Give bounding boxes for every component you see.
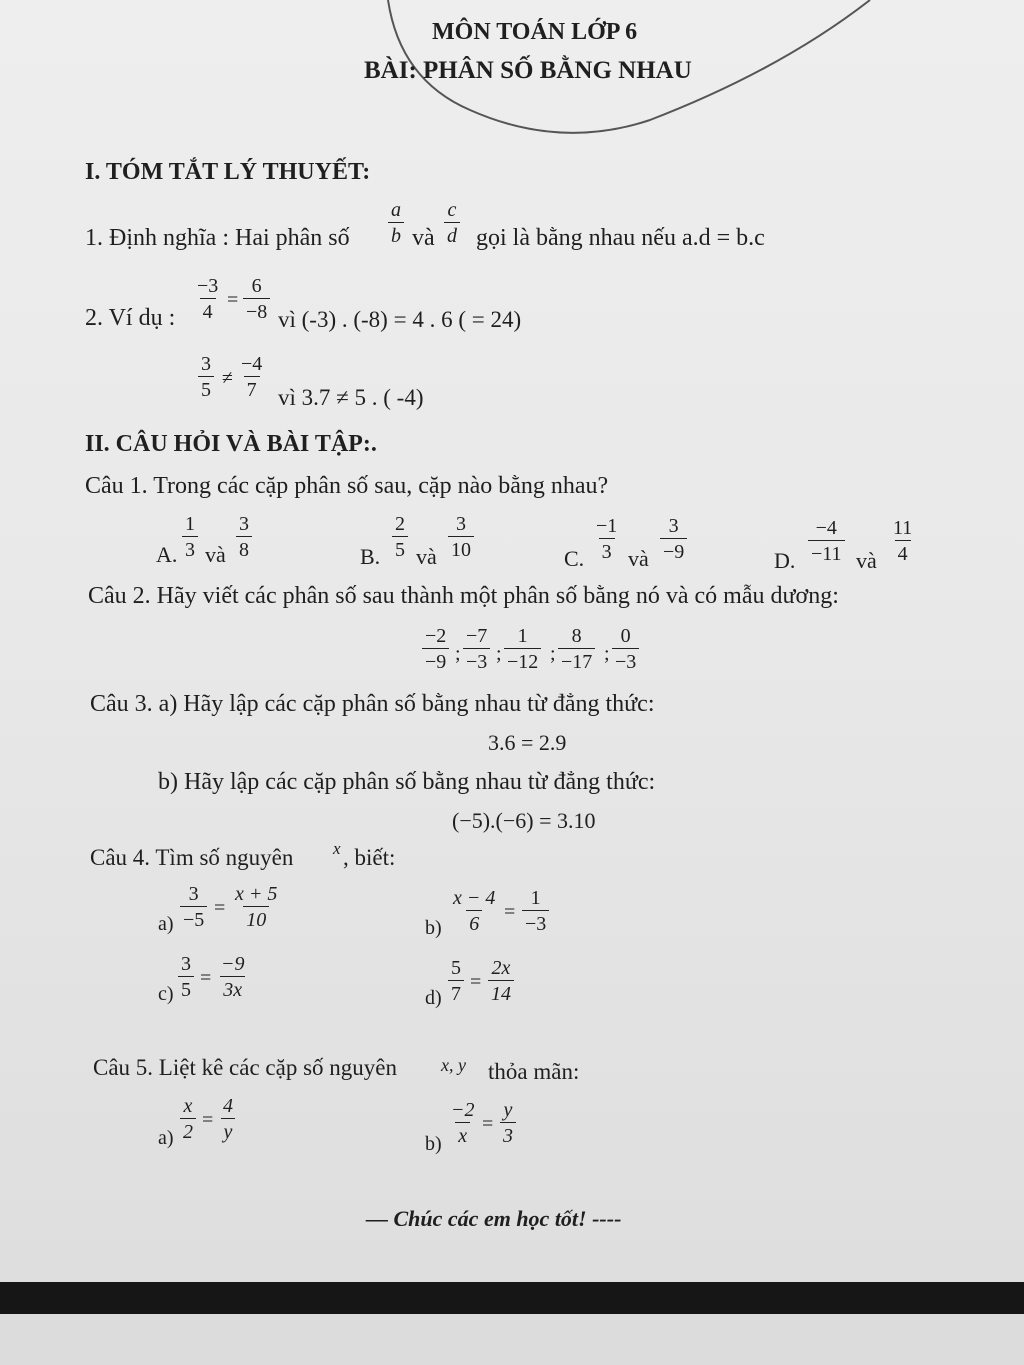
- q1-option-c-label: C.: [564, 546, 585, 571]
- q2-separator: ;: [604, 643, 610, 665]
- q3b-equation: (−5).(−6) = 3.10: [452, 808, 596, 833]
- q1-option-b-label: B.: [360, 544, 381, 569]
- monitor-bezel-bar: [0, 1282, 1024, 1314]
- section2-title: II. CÂU HỎI VÀ BÀI TẬP:.: [85, 431, 377, 457]
- q2-separator: ;: [455, 643, 461, 665]
- q4d-fraction-right: $\frac{2x}{14}$: [488, 958, 514, 1004]
- q4b-fraction-right: $\frac{1}{-3}$: [522, 888, 549, 934]
- definition-prefix: 1. Định nghĩa : Hai phân số: [85, 225, 350, 251]
- q2-fraction-4: $\frac{8}{-17}$: [558, 626, 595, 672]
- question5-text-prefix: Câu 5. Liệt kê các cặp số nguyên: [93, 1055, 397, 1080]
- closing-message: — Chúc các em học tốt! ----: [366, 1206, 622, 1231]
- question3a-text: Câu 3. a) Hãy lập các cặp phân số bằng nhau từ đẳng thức:: [90, 691, 655, 717]
- q4a-equals: =: [214, 897, 226, 919]
- q5b-fraction-right: $\frac{y}{3}$: [500, 1100, 516, 1146]
- example2-not-equal: ≠: [222, 367, 233, 389]
- question4-text-suffix: , biết:: [343, 845, 396, 870]
- q1-option-a-and: và: [205, 542, 226, 567]
- bottom-background: [0, 1314, 1024, 1365]
- q5b-fraction-left: $\frac{-2}{x}$: [451, 1099, 475, 1147]
- q4d-equals: =: [470, 971, 482, 993]
- question2-text: Câu 2. Hãy viết các phân số sau thành một phân số bằng nó và có mẫu dương:: [88, 583, 839, 609]
- q1-option-d-label: D.: [774, 548, 796, 573]
- example1-reason: vì (-3) . (-8) = 4 . 6 ( = 24): [278, 307, 522, 332]
- q1-option-a-fraction1: $\frac{1}{3}$: [182, 514, 198, 560]
- q4c-fraction-right: $\frac{-9}{3x}$: [221, 953, 245, 1001]
- question1-text: Câu 1. Trong các cặp phân số sau, cặp nào bằng nhau?: [85, 473, 609, 499]
- q5a-fraction-right: $\frac{4}{y}$: [220, 1096, 236, 1142]
- q1-option-c-fraction1: $\frac{-1}{3}$: [596, 515, 618, 563]
- q4c-label: c): [158, 983, 174, 1005]
- question4-text-prefix: Câu 4. Tìm số nguyên: [90, 845, 294, 870]
- q2-separator: ;: [496, 643, 502, 665]
- section1-title: I. TÓM TẮT LÝ THUYẾT:: [85, 159, 371, 185]
- q4a-label: a): [158, 913, 174, 935]
- question3b-text: b) Hãy lập các cặp phân số bằng nhau từ đẳng thức:: [158, 769, 656, 795]
- q4a-fraction-left: $\frac{3}{-5}$: [180, 884, 207, 930]
- q5a-equals: =: [202, 1109, 214, 1131]
- question5-variables: x, y: [441, 1055, 466, 1075]
- q1-option-a-fraction2: $\frac{3}{8}$: [236, 514, 252, 560]
- q5a-label: a): [158, 1127, 174, 1149]
- q5b-equals: =: [482, 1113, 494, 1135]
- example2-reason: vì 3.7 ≠ 5 . ( -4): [278, 385, 424, 410]
- q2-fraction-5: $\frac{0}{-3}$: [612, 626, 639, 672]
- q1-option-c-and: và: [628, 546, 649, 571]
- q1-option-d-fraction2: $\frac{11}{4}$: [893, 517, 913, 565]
- q3a-equation: 3.6 = 2.9: [488, 730, 567, 755]
- question4-variable: x: [333, 839, 341, 858]
- q1-option-b-fraction1: $\frac{2}{5}$: [392, 514, 408, 560]
- q1-option-a-label: A.: [156, 542, 178, 567]
- q1-option-b-and: và: [416, 544, 437, 569]
- q2-separator: ;: [550, 643, 556, 665]
- q4c-equals: =: [200, 967, 212, 989]
- example1-fraction-right: $\frac{6}{-8}$: [243, 276, 270, 322]
- q4a-fraction-right: $\frac{x + 5}{10}$: [235, 883, 278, 931]
- subject-title: MÔN TOÁN LỚP 6: [432, 19, 638, 45]
- example1-equals: =: [227, 289, 239, 311]
- q1-option-c-fraction2: $\frac{3}{-9}$: [660, 516, 687, 562]
- q4b-equals: =: [504, 901, 516, 923]
- example2-fraction-right: $\frac{-4}{7}$: [241, 353, 263, 401]
- q4d-label: d): [425, 987, 442, 1009]
- q2-fraction-1: $\frac{-2}{-9}$: [422, 626, 449, 672]
- q1-option-d-fraction1: $\frac{-4}{-11}$: [808, 518, 845, 564]
- q2-fraction-3: $\frac{1}{-12}$: [504, 626, 541, 672]
- definition-fraction-a-b: $\frac{a}{b}$: [388, 200, 404, 246]
- example1-fraction-left: $\frac{-3}{4}$: [197, 275, 219, 323]
- example2-fraction-left: $\frac{3}{5}$: [198, 354, 214, 400]
- definition-fraction-c-d: $\frac{c}{d}$: [444, 200, 460, 246]
- definition-and: và: [412, 225, 435, 251]
- q1-option-b-fraction2: $\frac{3}{10}$: [448, 514, 474, 560]
- lesson-title: BÀI: PHÂN SỐ BẰNG NHAU: [364, 57, 692, 84]
- q2-fraction-2: $\frac{-7}{-3}$: [463, 626, 490, 672]
- q4d-fraction-left: $\frac{5}{7}$: [448, 958, 464, 1004]
- q1-option-d-and: và: [856, 548, 877, 573]
- q4b-label: b): [425, 917, 442, 939]
- example-label: 2. Ví dụ :: [85, 305, 176, 331]
- q4b-fraction-left: $\frac{x - 4}{6}$: [453, 887, 496, 935]
- q4c-fraction-left: $\frac{3}{5}$: [178, 954, 194, 1000]
- definition-suffix: gọi là bằng nhau nếu a.d = b.c: [476, 225, 765, 251]
- q5a-fraction-left: $\frac{x}{2}$: [180, 1096, 196, 1142]
- question5-text-suffix: thỏa mãn:: [488, 1059, 580, 1084]
- q5b-label: b): [425, 1133, 442, 1155]
